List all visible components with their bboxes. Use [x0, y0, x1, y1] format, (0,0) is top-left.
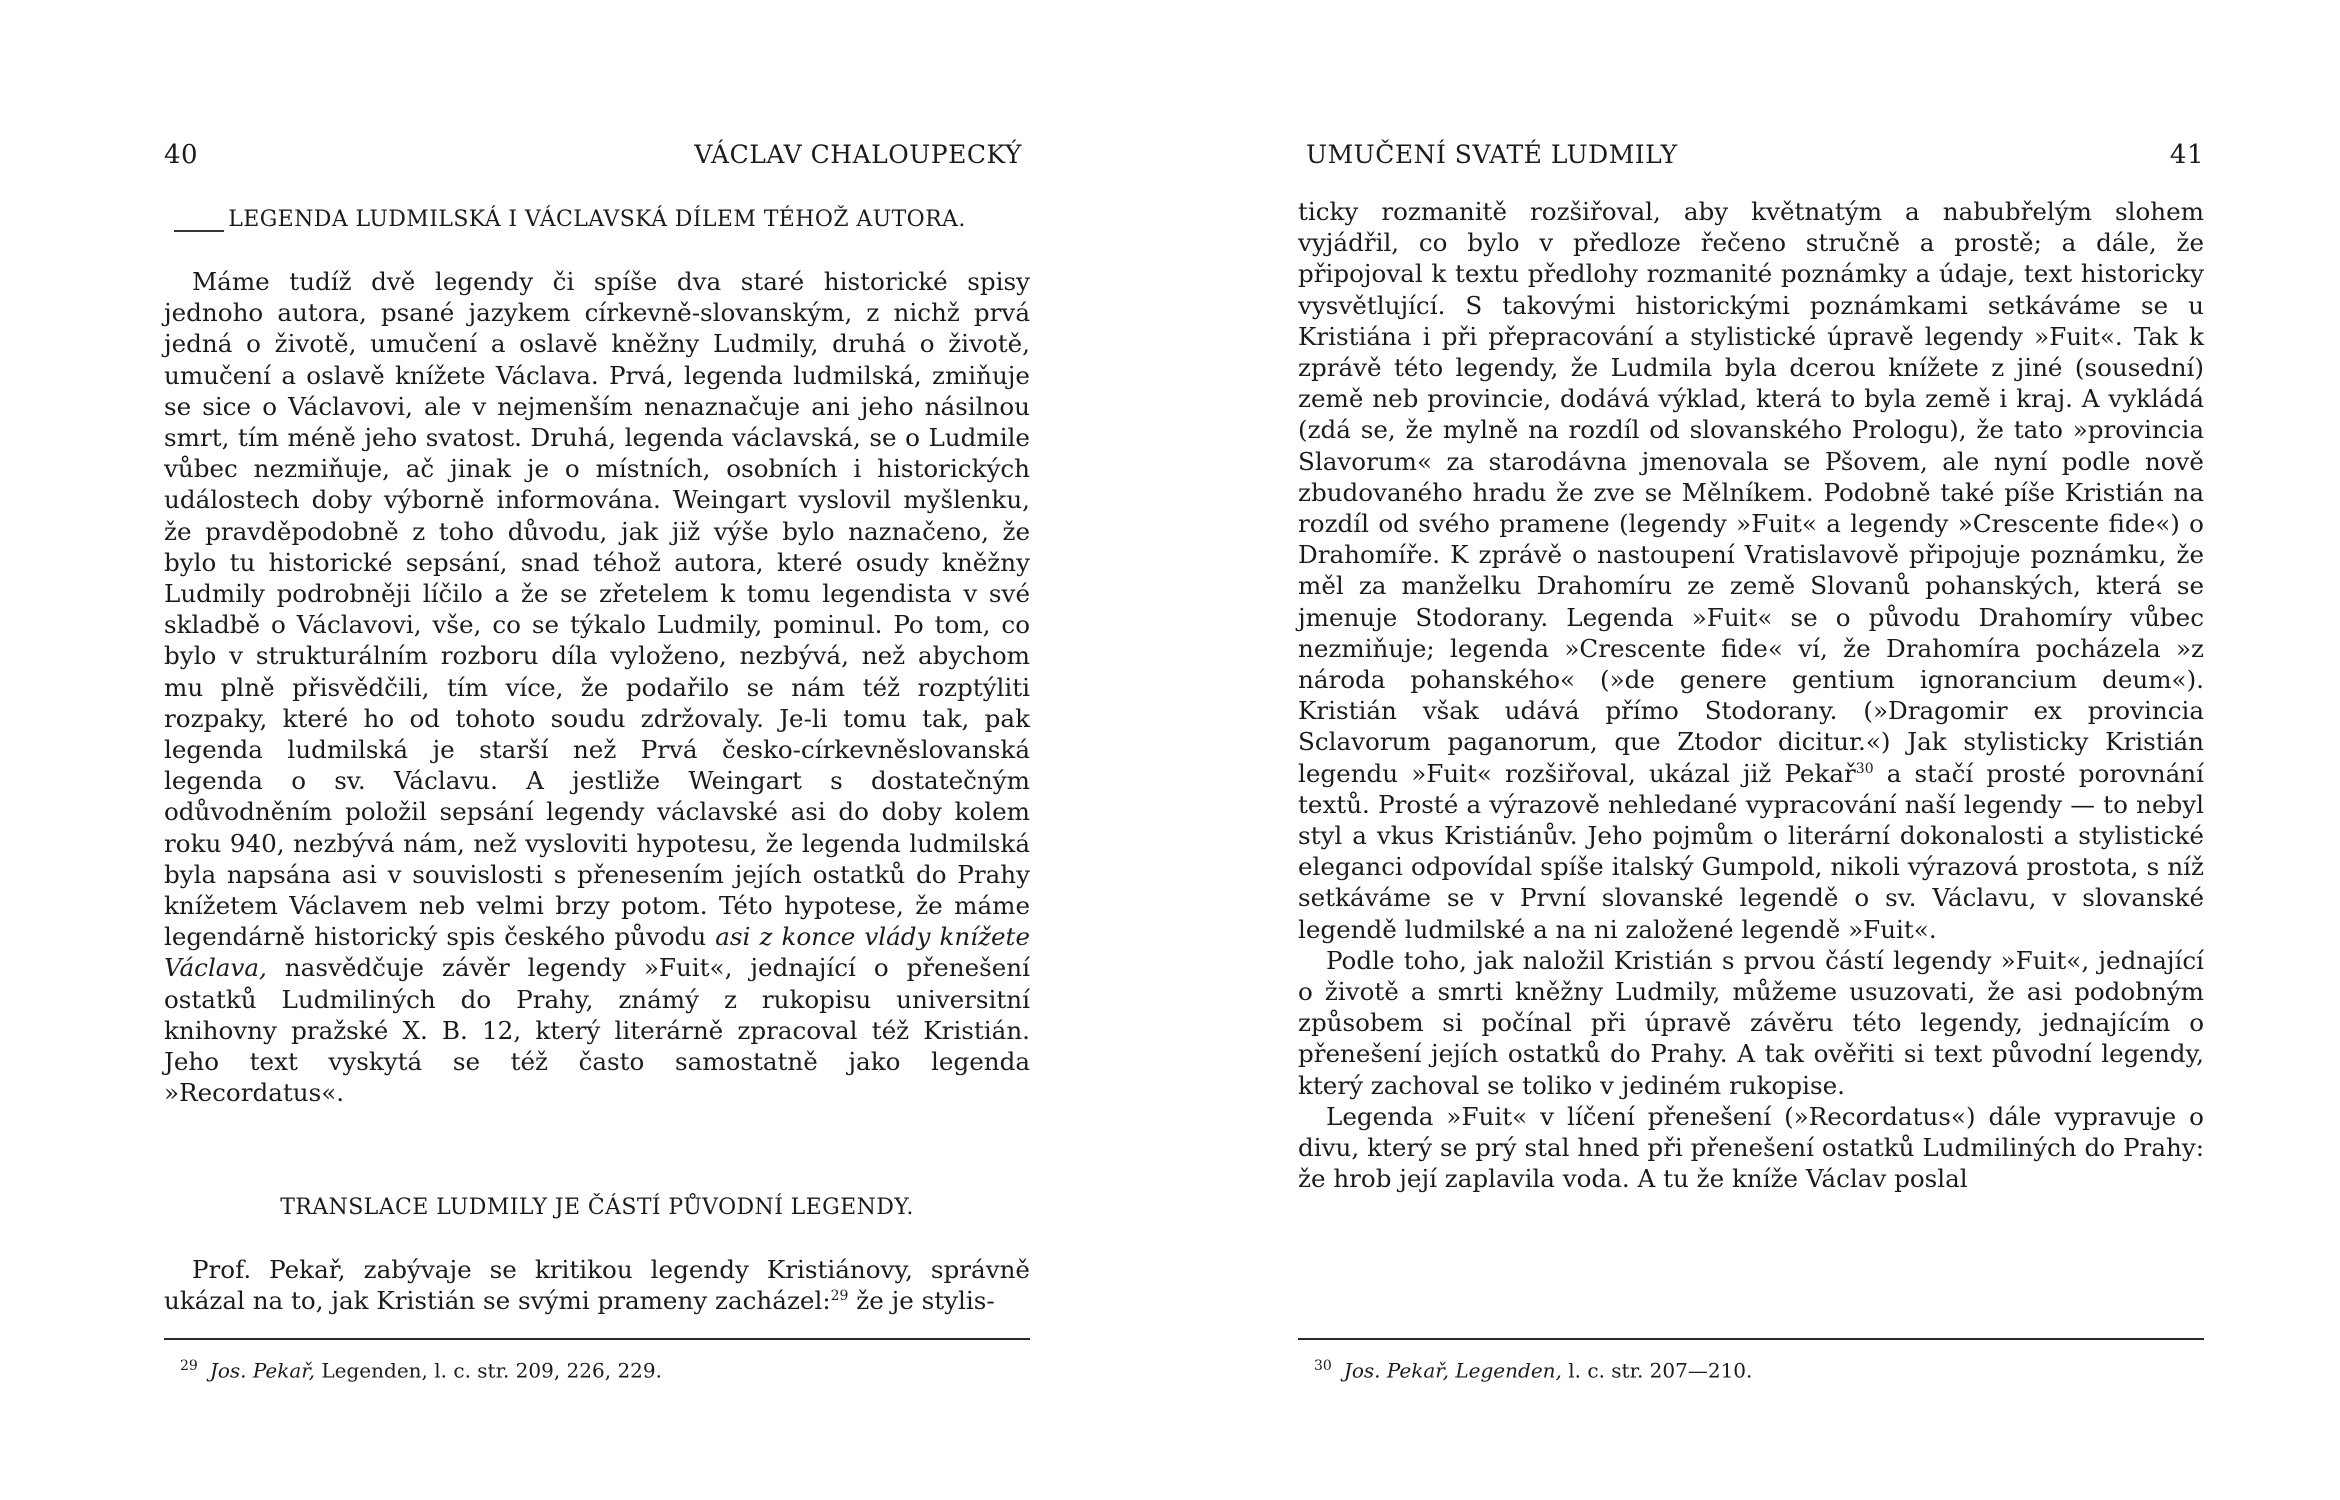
body-text [164, 1254, 1030, 1316]
section-heading: TRANSLACE LUDMILY JE ČÁSTÍ PŮVODNÍ LEGENDY. [280, 1195, 914, 1220]
running-title: UMUČENÍ SVATÉ LUDMILY [1306, 140, 1678, 169]
paragraph-text: Prof. Pekař, zabývaje se kritikou legendy Kristiánovy, správně ukázal na to, jak Kristián se svými prameny zacházel: [164, 1255, 1030, 1316]
footnote [180, 1353, 1030, 1384]
paragraph-text: nasvědčuje závěr legendy »Fuit«, jednající o přenešení ostatků Ludmiliných do Prahy, známý z rukopisu universitní knihovny pražské X. B. 12, který literárně zpracoval též Kristián. Jeho text vyskytá se též často samostatně jako legenda »Recordatus«. [164, 953, 1030, 1108]
running-head [164, 140, 1030, 174]
footnote-text: Legenden, l. c. str. 209, 226, 229. [315, 1358, 662, 1383]
footnote-ref[interactable]: 29 [830, 1288, 849, 1305]
paragraph-text: Máme tudíž dvě legendy či spíše dva staré historické spisy jednoho autora, psané jazykem církevně-slovanským, z nichž prvá jedná o životě, umučení a oslavě kněžny Ludmily, druhá o životě, umučení a oslavě knížete Václava. Prvá, legenda ludmilská, zmiňuje se sice o Václavovi, ale v nejmenším nenaznačuje ani jeho násilnou smrt, tím méně jeho svatost. Druhá, legenda václavská, se o Ludmile vůbec nezmiňuje, ač jinak je o místních, osobních i historických událostech doby výborně informována. Weingart vyslovil myšlenku, že pravděpodobně z toho důvodu, jak již výše bylo naznačeno, že bylo tu historické sepsání, snad téhož autora, které osudy kněžny Ludmily podrobněji líčilo a že se zřetelem k tomu legendista v své skladbě o Václavovi, vše, co se týkalo Ludmily, pominul. Po tom, co bylo v strukturálním rozboru díla vyloženo, nezbývá, než abychom mu plně přisvědčili, tím více, že podařilo se nám též rozptýliti rozpaky, které ho od tohoto soudu zdržovaly. Je-li tomu tak, pak legenda ludmilská je starší než Prvá česko-církevněslovanská legenda o sv. Václavu. A jestliže Weingart s dostatečným odůvodněním položil sepsání legendy václavské asi do doby kolem roku 940, nezbývá nám, než vysloviti hypotesu, že legenda ludmilská byla napsána asi v souvislosti s přenesením jejích ostatků do Prahy knížetem Václavem neb velmi brzy potom. Této hypotese, že máme legendárně historický spis českého původu [164, 267, 1030, 952]
footnote [1314, 1353, 2204, 1384]
footnote-author: Jos. Pekař, [209, 1358, 316, 1383]
body-text [164, 266, 1030, 1108]
footnote-ref[interactable]: 30 [1855, 760, 1874, 777]
footnote-rule [1298, 1338, 2204, 1340]
footnote-text: l. c. str. 207—210. [1561, 1358, 1753, 1383]
paragraph [164, 1254, 1030, 1316]
footnote-mark: 30 [1314, 1358, 1332, 1374]
body-text [1298, 196, 2204, 1195]
footnote-mark: 29 [180, 1358, 198, 1374]
paragraph-text: a stačí prosté porovnání textů. Prosté a výrazově nehledané vypracování naší legendy — to nebyl styl a vkus Kristiánův. Jeho pojmům o literární dokonalosti a stylistické eleganci odpovídal spíše italský Gumpold, nikoli výrazová prostota, s níž setkáváme se v První slovanské legendě o sv. Václavu, v slovanské legendě ludmilské a na ni založené legendě »Fuit«. [1298, 758, 2204, 944]
paragraph: Podle toho, jak naložil Kristián s prvou částí legendy »Fuit«, jednající o životě a smrti kněžny Ludmily, můžeme usuzovati, že asi podobným způsobem si počínal při úpravě závěru této legendy, jednajícím o přenešení jejích ostatků do Prahy. A tak ověřiti si text původní legendy, který zachoval se toliko v jediném rukopise. [1298, 945, 2204, 1100]
section-heading-2-wrap [164, 1195, 1030, 1229]
footnote-author: Jos. Pekař, Legenden, [1343, 1358, 1562, 1383]
paragraph: Legenda »Fuit« v líčení přenešení (»Recordatus«) dále vypravuje o divu, který se prý stal hned při přenešení ostatků Ludmiliných do Prahy: že hrob její zaplavila voda. A tu že kníže Václav poslal [1298, 1101, 2204, 1194]
page-number: 41 [2169, 140, 2204, 170]
footnote-rule [164, 1338, 1030, 1340]
left-page [164, 0, 1030, 1500]
section-heading: LEGENDA LUDMILSKÁ I VÁCLAVSKÁ DÍLEM TÉHOŽ AUTORA. [228, 207, 966, 232]
running-title: VÁCLAV CHALOUPECKÝ [694, 140, 1022, 169]
running-head [1298, 140, 2204, 174]
section-heading-1-wrap [164, 207, 1030, 241]
paragraph [1298, 196, 2204, 945]
italic-phrase: asi z konce vlády knížete Václava, [164, 922, 1030, 983]
right-page [1298, 0, 2204, 1500]
paragraph [164, 266, 1030, 1108]
paragraph-text: ticky rozmanitě rozšiřoval, aby květnatým a nabubřelým slohem vyjádřil, co bylo v předloze řečeno stručně a prostě; a dále, že připojoval k textu předlohy rozmanité poznámky a údaje, text historicky vysvětlující. S takovými historickými poznámkami setkáváme se u Kristiána i při přepracování a stylistické úpravě legendy »Fuit«. Tak k zprávě této legendy, že Ludmila byla dcerou knížete z jiné (sousední) země neb provincie, dodává výklad, která to byla země i kraj. A vykládá (zdá se, že mylně na rozdíl od slovanského Prologu), že tato »provincia Slavorum« za starodávna jmenovala se Pšovem, ale nyní podle nově zbudovaného hradu že zve se Mělníkem. Podobně také píše Kristián na rozdíl od svého pramene (legendy »Fuit« a legendy »Crescente fide«) o Drahomíře. K zprávě o nastoupení Vratislavově připojuje poznámku, že měl za manželku Drahomíru ze země Slovanů pohanských, která se jmenuje Stodorany. Legenda »Fuit« se o původu Drahomíry vůbec nezmiňuje; legenda »Crescente fide« ví, že Drahomíra pocházela »z národa pohanského« (»de genere gentium ignorancium deum«). Kristián však udává přímo Stodorany. (»Dragomir ex provincia Sclavorum paganorum, que Ztodor dicitur.«) Jak stylisticky Kristián legendu »Fuit« rozšiřoval, ukázal již Pekař [1298, 197, 2204, 788]
paragraph-text: že je stylis- [848, 1286, 995, 1316]
page-number: 40 [164, 140, 199, 170]
